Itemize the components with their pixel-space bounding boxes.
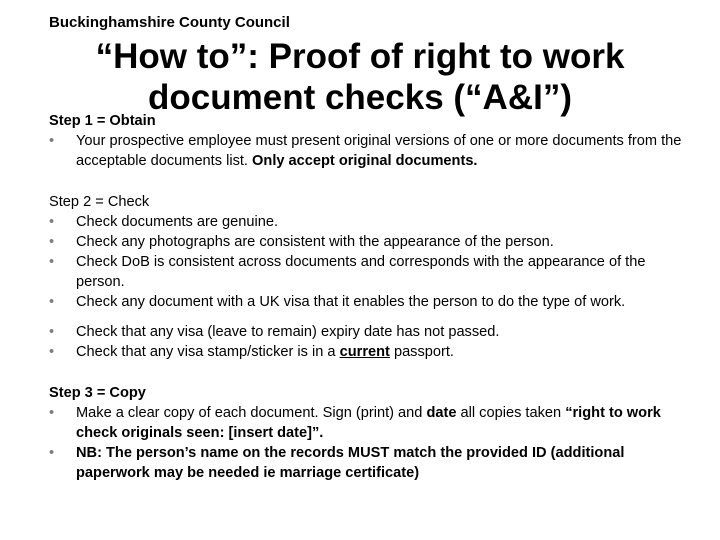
bullet-icon: • [49, 324, 55, 340]
step2-bullet-text: Check that any visa (leave to remain) expiry date has not passed. [76, 324, 500, 340]
bullet-icon: • [49, 254, 55, 270]
right-to-work-quote: “right to work check originals seen: [insert date]”. [76, 405, 661, 441]
step3-heading: Step 3 = Copy [49, 385, 146, 401]
document-body [49, 111, 689, 483]
list-item [49, 212, 689, 232]
list-item [49, 443, 689, 483]
step3-bullet-text: Make a clear copy of each document. Sign (print) and [76, 405, 423, 421]
step1-list [49, 131, 689, 171]
step3-list [49, 403, 689, 483]
list-item [49, 322, 689, 342]
list-item [49, 292, 689, 312]
step3-bullet-text: all copies taken [460, 405, 562, 421]
bullet-icon: • [49, 294, 55, 310]
bullet-icon: • [49, 133, 55, 149]
step1-bullet-text: Your prospective employee must present original versions of one or more documents from the acceptable documents list. [76, 133, 682, 169]
list-item [49, 131, 689, 171]
step1-bullet-bold: Only accept original documents. [252, 153, 478, 169]
step2-list-continued [49, 322, 689, 362]
list-item [49, 232, 689, 252]
list-item [49, 252, 689, 292]
step2-bullet-text: passport. [393, 344, 454, 360]
bullet-icon: • [49, 445, 55, 461]
bullet-icon: • [49, 344, 55, 360]
step2-bullet-text: Check documents are genuine. [76, 214, 279, 230]
step2-bullet-text: Check that any visa stamp/sticker is in a [76, 344, 336, 360]
step2-bullet-text: Check DoB is consistent across documents and corresponds with the appearance of the person. [76, 254, 646, 290]
step2-bullet-text: Check any document with a UK visa that it enables the person to do the type of work. [76, 294, 626, 310]
step2-bullet-text: Check any photographs are consistent with the appearance of the person. [76, 234, 554, 250]
list-item [49, 403, 689, 443]
organization-name: Buckinghamshire County Council [49, 14, 290, 31]
bullet-icon: • [49, 214, 55, 230]
step2-heading: Step 2 = Check [49, 194, 150, 210]
page-title: “How to”: Proof of right to work document checks (“A&I”) [95, 37, 625, 117]
current-emphasis: current [339, 344, 390, 360]
date-emphasis: date [426, 405, 457, 421]
step2-list [49, 212, 689, 312]
step1-heading: Step 1 = Obtain [49, 113, 156, 129]
bullet-icon: • [49, 405, 55, 421]
nb-note: NB: The person’s name on the records MUST match the provided ID (additional paperwork may be needed ie marriage certificate) [76, 445, 625, 481]
bullet-icon: • [49, 234, 55, 250]
list-item [49, 342, 689, 362]
